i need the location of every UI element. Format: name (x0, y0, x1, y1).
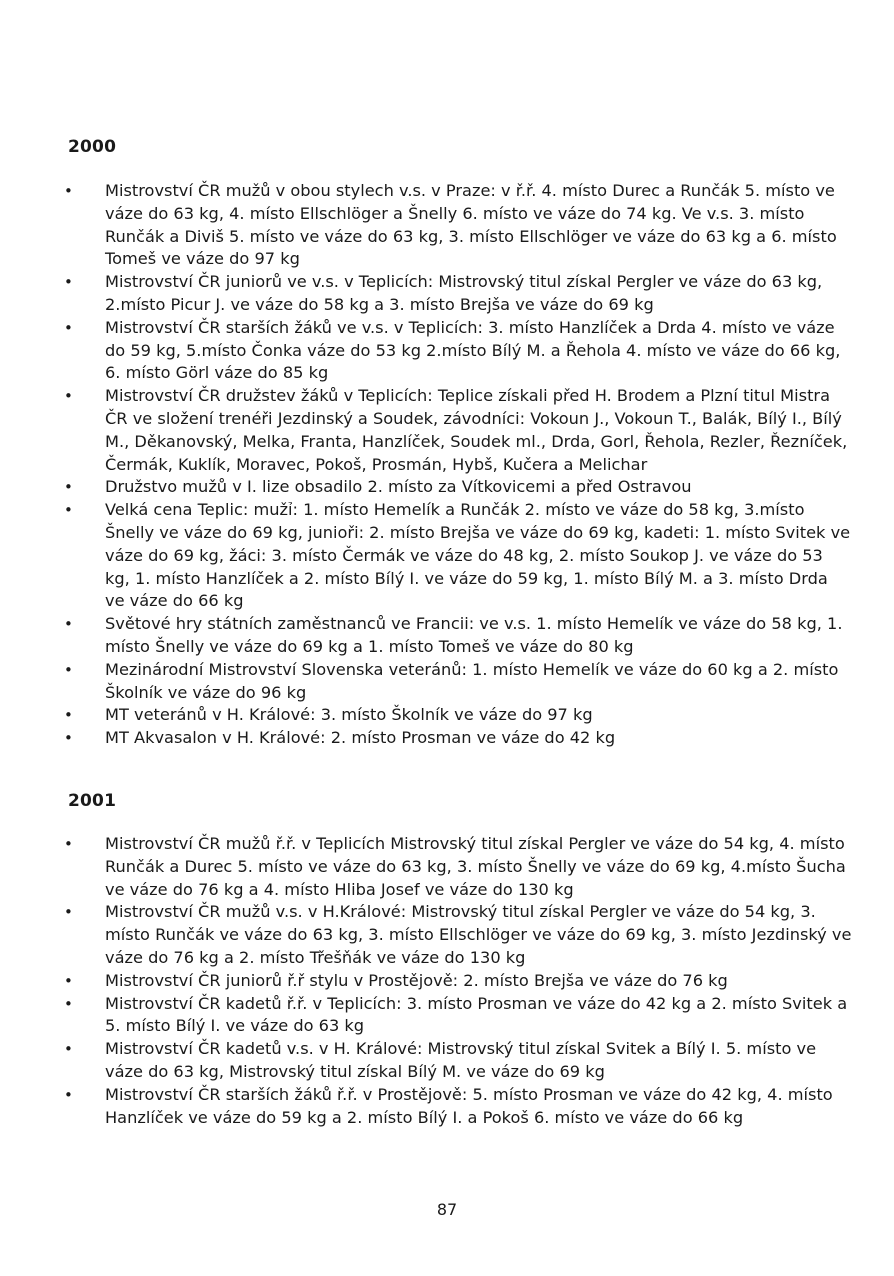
list-item: • Velká cena Teplic: mužỉ: 1. místo Hemelík a Runčák 2. místo ve váze do 58 kg, 3.místo Šnelly ve váze do 69 kg, junioři: 2. místo Brejša ve váze do 69 kg, kadeti: 1. místo Svitek ve váze do 69 kg, žáci: 3. místo Čermák ve váze do 48 kg, 2. místo Soukop J. ve váze do 53 kg, 1. místo Hanzlíček a 2. místo Bílý I. ve váze do 59 kg, 1. místo Bílý M. a 3. místo Drda ve váze do 66 kg (62, 499, 852, 613)
results-list-2001 (62, 833, 852, 1129)
section-heading-2000: 2000 (68, 137, 117, 157)
list-item: • Světové hry státních zaměstnanců ve Francii: ve v.s. 1. místo Hemelík ve váze do 58 kg, 1. místo Šnelly ve váze do 69 kg a 1. místo Tomeš ve váze do 80 kg (62, 613, 852, 659)
list-item: • MT Akvasalon v H. Králové: 2. místo Prosman ve váze do 42 kg (62, 727, 852, 750)
section-heading-2001: 2001 (68, 791, 117, 811)
list-item: • Mistrovství ČR mužů v.s. v H.Králové: Mistrovský titul získal Pergler ve váze do 54 kg, 3. místo Runčák ve váze do 63 kg, 3. místo Ellschlöger ve váze do 69 kg, 3. místo Jezdinský ve váze do 76 kg a 2. místo Třešňák ve váze do 130 kg (62, 901, 852, 969)
list-item: • Mezinárodní Mistrovství Slovenska veteránů: 1. místo Hemelík ve váze do 60 kg a 2. místo Školník ve váze do 96 kg (62, 659, 852, 705)
list-item: • Mistrovství ČR kadetů v.s. v H. Králové: Mistrovský titul získal Svitek a Bílý I. 5. místo ve váze do 63 kg, Mistrovský titul získal Bílý M. ve váze do 69 kg (62, 1038, 852, 1084)
list-item: • Mistrovství ČR starších žáků ř.ř. v Prostějově: 5. místo Prosman ve váze do 42 kg, 4. místo Hanzlíček ve váze do 59 kg a 2. místo Bílý I. a Pokoš 6. místo ve váze do 66 kg (62, 1084, 852, 1130)
list-item: • Mistrovství ČR starších žáků ve v.s. v Teplicích: 3. místo Hanzlíček a Drda 4. místo ve váze do 59 kg, 5.místo Čonka váze do 53 kg 2.místo Bílý M. a Řehola 4. místo ve váze do 66 kg, 6. místo Görl váze do 85 kg (62, 317, 852, 385)
list-item: • MT veteránů v H. Králové: 3. místo Školník ve váze do 97 kg (62, 704, 852, 727)
page-number: 87 (436, 1200, 458, 1219)
results-list-2000 (62, 180, 852, 750)
list-item: • Mistrovství ČR mužů ř.ř. v Teplicích Mistrovský titul získal Pergler ve váze do 54 kg, 4. místo Runčák a Durec 5. místo ve váze do 63 kg, 3. místo Šnelly ve váze do 69 kg, 4.místo Šucha ve váze do 76 kg a 4. místo Hliba Josef ve váze do 130 kg (62, 833, 852, 901)
list-item: • Mistrovství ČR juniorů ve v.s. v Teplicích: Mistrovský titul získal Pergler ve váze do 63 kg, 2.místo Picur J. ve váze do 58 kg a 3. místo Brejša ve váze do 69 kg (62, 271, 852, 317)
list-item: • Mistrovství ČR mužů v obou stylech v.s. v Praze: v ř.ř. 4. místo Durec a Runčák 5. místo ve váze do 63 kg, 4. místo Ellschlöger a Šnelly 6. místo ve váze do 74 kg. Ve v.s. 3. místo Runčák a Diviš 5. místo ve váze do 63 kg, 3. místo Ellschlöger ve váze do 63 kg a 6. místo Tomeš ve váze do 97 kg (62, 180, 852, 271)
list-item: • Mistrovství ČR juniorů ř.ř stylu v Prostějově: 2. místo Brejša ve váze do 76 kg (62, 970, 852, 993)
list-item: • Mistrovství ČR kadetů ř.ř. v Teplicích: 3. místo Prosman ve váze do 42 kg a 2. místo Svitek a 5. místo Bílý I. ve váze do 63 kg (62, 993, 852, 1039)
list-item: • Mistrovství ČR družstev žáků v Teplicích: Teplice získali před H. Brodem a Plzní titul Mistra ČR ve složení trenéři Jezdinský a Soudek, závodníci: Vokoun J., Vokoun T., Balák, Bílý I., Bílý M., Děkanovský, Melka, Franta, Hanzlíček, Soudek ml., Drda, Gorl, Řehola, Rezler, Řezníček, Čermák, Kuklík, Moravec, Pokoš, Prosmán, Hybš, Kučera a Melichar (62, 385, 852, 476)
list-item: • Družstvo mužů v I. lize obsadilo 2. místo za Vítkovicemi a před Ostravou (62, 476, 852, 499)
